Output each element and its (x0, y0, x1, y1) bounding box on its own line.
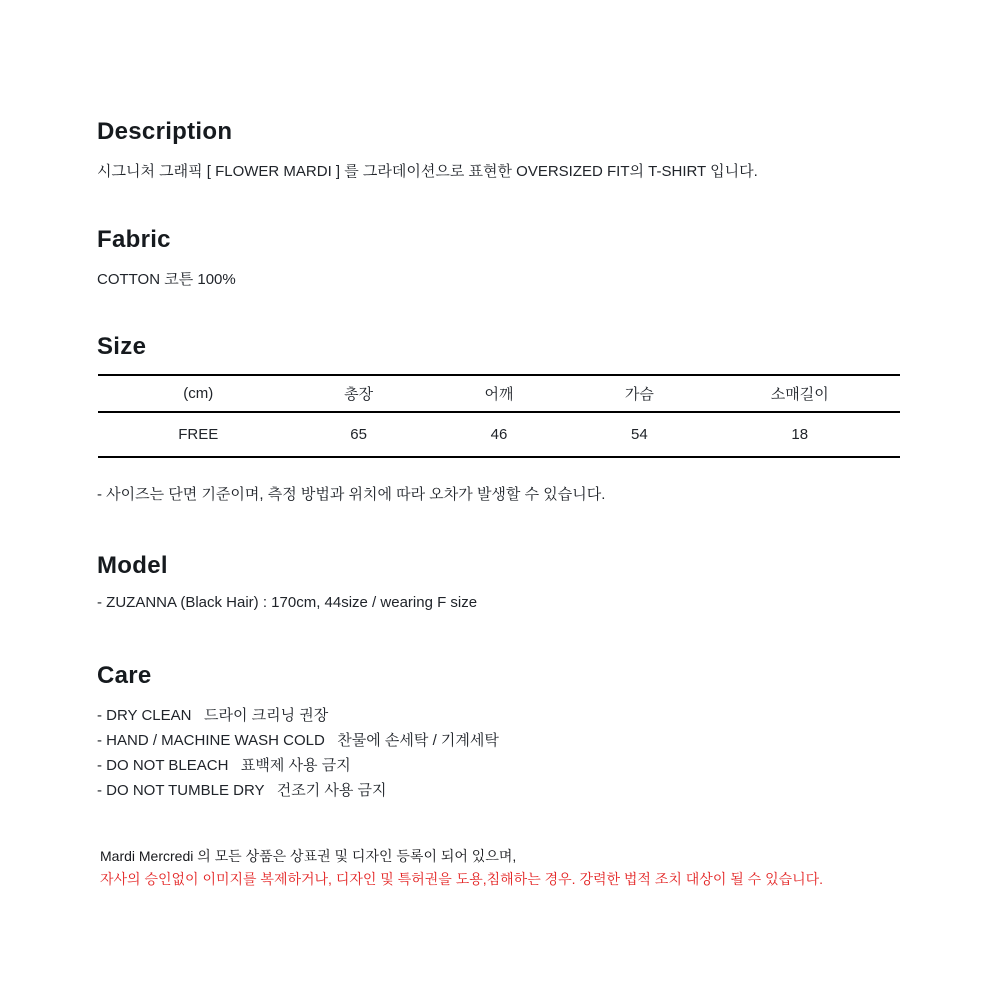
care-heading: Care (97, 662, 152, 689)
care-item-no-tumble-dry: - DO NOT TUMBLE DRY 건조기 사용 금지 (97, 782, 387, 799)
fabric-heading: Fabric (97, 226, 171, 253)
description-text: 시그니처 그래픽 [ FLOWER MARDI ] 를 그라데이션으로 표현한 OVERSIZED FIT의 T-SHIRT 입니다. (97, 163, 758, 180)
table-row (98, 412, 900, 457)
model-heading: Model (97, 552, 168, 579)
trademark-notice (100, 845, 823, 891)
size-table (98, 374, 900, 458)
size-table-body (98, 412, 900, 457)
size-heading: Size (97, 333, 147, 360)
size-col-sleeve: 소매길이 (699, 375, 900, 412)
size-value-shoulder: 46 (490, 426, 508, 443)
fabric-text: COTTON 코튼 100% (97, 271, 236, 288)
size-value-chest: 54 (630, 426, 648, 443)
size-value-sleeve: 18 (791, 426, 809, 443)
legal-warning-line: 자사의 승인없이 이미지를 복제하거나, 디자인 및 특허권을 도용,침해하는 경우. 강력한 법적 조치 대상이 될 수 있습니다. (100, 871, 824, 887)
care-item-wash-cold: - HAND / MACHINE WASH COLD 찬물에 손세탁 / 기계세탁 (97, 732, 499, 749)
size-note: - 사이즈는 단면 기준이며, 측정 방법과 위치에 따라 오차가 발생할 수 있습니다. (97, 486, 606, 503)
care-item-dry-clean: - DRY CLEAN 드라이 크리닝 권장 (97, 707, 329, 724)
size-col-chest: 가슴 (579, 375, 699, 412)
size-table-header (98, 375, 900, 412)
size-col-length: 총장 (299, 375, 419, 412)
size-value-length: 65 (350, 426, 367, 443)
size-col-shoulder: 어깨 (419, 375, 579, 412)
care-item-no-bleach: - DO NOT BLEACH 표백제 사용 금지 (97, 757, 351, 774)
trademark-notice-line: Mardi Mercredi 의 모든 상품은 상표권 및 디자인 등록이 되어 있으며, (100, 848, 517, 864)
care-list (97, 703, 499, 803)
size-col-unit: (cm) (98, 375, 299, 412)
description-heading: Description (97, 118, 233, 145)
model-text: - ZUZANNA (Black Hair) : 170cm, 44size / wearing F size (97, 594, 478, 611)
size-value-name: FREE (178, 426, 219, 443)
table-header-row (98, 375, 900, 412)
